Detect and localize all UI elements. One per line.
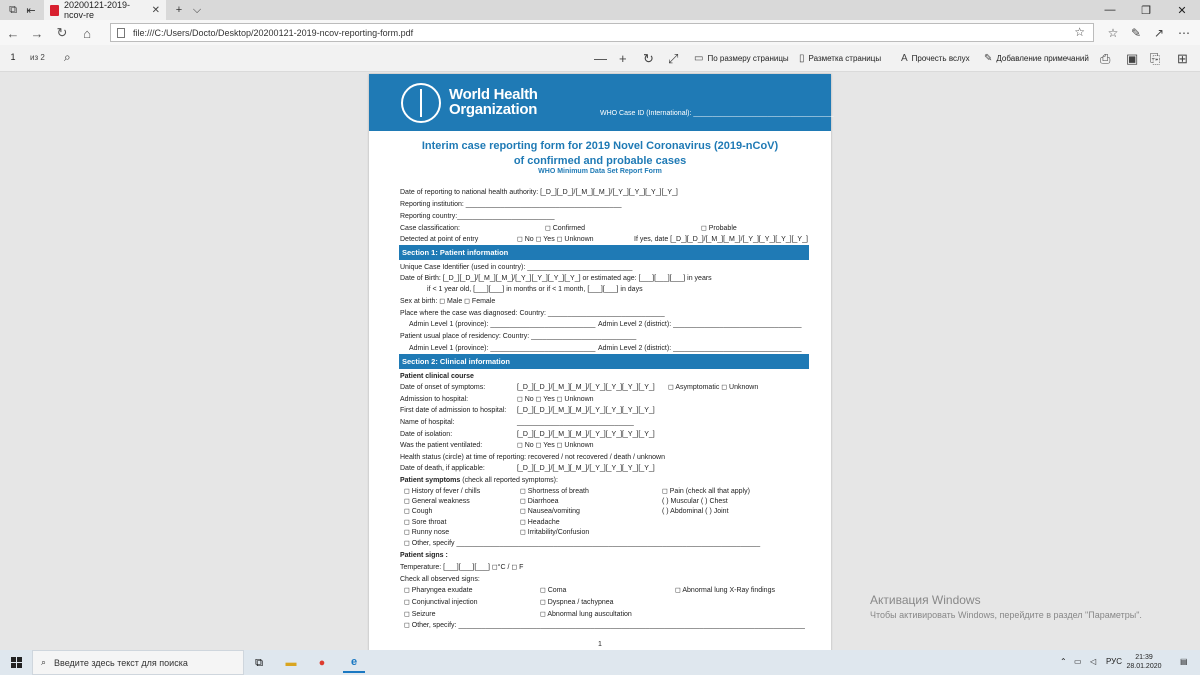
zoom-in-icon[interactable]: + [619, 51, 627, 66]
fit-page-button[interactable] [694, 53, 789, 64]
who-header [369, 74, 834, 131]
form-line: Admin Level 1 (province): ___________________________ [409, 345, 596, 352]
fit-page-label: По размеру страницы [707, 54, 789, 63]
tab-actions-icon[interactable]: ⧉ [9, 3, 17, 16]
windows-activation-watermark: Активация Windows Чтобы активировать Windows, перейдите в раздел "Параметры". [870, 593, 1142, 620]
form-line: ( ) Abdominal ( ) Joint [662, 508, 729, 515]
pin-icon[interactable]: ⊞ [1177, 51, 1188, 66]
form-line: Patient clinical course [400, 373, 474, 380]
form-line: ◻ Confirmed [545, 225, 586, 232]
url-text: file:///C:/Users/Docto/Desktop/20200121-2019-ncov-reporting-form.pdf [133, 27, 414, 38]
tab-close-button[interactable]: ✕ [151, 4, 160, 16]
fullscreen-icon[interactable]: ⤢ [668, 51, 679, 66]
form-line: Admin Level 2 (district): _________________________________ [598, 321, 802, 328]
form-line: ◻ No ◻ Yes ◻ Unknown [517, 396, 594, 403]
form-line: Date of onset of symptoms: [400, 384, 486, 391]
set-aside-tabs-icon[interactable]: ⇤ [26, 4, 36, 17]
form-line: ◻ No ◻ Yes ◻ Unknown [517, 236, 594, 243]
favorite-star-icon[interactable]: ☆ [1074, 25, 1085, 39]
start-button[interactable] [0, 650, 32, 675]
tab-title: 20200121-2019-ncov-re [64, 0, 131, 20]
url-field[interactable] [110, 23, 1094, 42]
volume-icon[interactable]: ◁ [1090, 657, 1097, 666]
who-emblem-icon [401, 83, 441, 123]
search-icon: ⌕ [41, 657, 47, 667]
form-line: ◻ General weakness [404, 498, 470, 505]
page-icon [117, 28, 125, 38]
form-line: ◻ Sore throat [404, 519, 447, 526]
form-subtitle: WHO Minimum Data Set Report Form [538, 168, 662, 175]
form-line: ◻ Dyspnea / tachypnea [540, 599, 614, 606]
form-line: [_D_][_D_]/[_M_][_M_]/[_Y_][_Y_][_Y_][_Y_] [517, 407, 655, 414]
rotate-icon[interactable]: ↻ [643, 51, 654, 66]
form-line: Health status (circle) at time of reporting: recovered / not recovered / death / unknown [400, 454, 665, 461]
page-layout-icon: ▯ [799, 53, 805, 64]
task-view-icon[interactable]: ⧉ [255, 656, 263, 669]
form-line: Patient signs : [400, 552, 448, 559]
form-line: Check all observed signs: [400, 576, 480, 583]
form-line: [_D_][_D_]/[_M_][_M_]/[_Y_][_Y_][_Y_][_Y_] [517, 465, 655, 472]
form-line: [_D_][_D_]/[_M_][_M_]/[_Y_][_Y_][_Y_][_Y_] [517, 384, 655, 391]
form-line: ◻ No ◻ Yes ◻ Unknown [517, 442, 594, 449]
pen-icon: ✎ [984, 53, 993, 64]
print-icon[interactable]: ⎙ [1100, 51, 1111, 66]
pdf-page [369, 74, 834, 650]
form-line: ◻ Other, specify: _________________________________________________________________________________________ [404, 622, 805, 629]
clock[interactable]: 21:39 28.01.2020 [1126, 654, 1162, 670]
chrome-icon[interactable]: ● [318, 657, 326, 669]
form-line: Patient symptoms (check all reported symptoms): [400, 477, 558, 484]
title-bar [0, 0, 1200, 20]
form-line: Reporting institution: ________________________________________ [400, 201, 622, 208]
tab-pdf[interactable] [44, 0, 166, 20]
tab-preview-chevron-icon[interactable]: ⌵ [192, 3, 202, 16]
form-line: ◻ History of fever / chills [404, 488, 481, 495]
case-id-field: WHO Case ID (International): ____________________________________ [600, 110, 834, 117]
home-icon[interactable]: ⌂ [83, 25, 91, 41]
form-line: Admin Level 1 (province): ___________________________ [409, 321, 596, 328]
save-as-icon[interactable]: ⎘ [1150, 51, 1161, 66]
search-icon[interactable]: ⌕ [64, 50, 71, 64]
form-line: Date of death, if applicable: [400, 465, 485, 472]
page-layout-label: Разметка страницы [808, 54, 882, 63]
form-line: ◻ Shortness of breath [520, 488, 589, 495]
read-aloud-icon: A [901, 53, 908, 64]
reading-list-icon[interactable]: ✎ [1130, 26, 1142, 40]
form-line: Temperature: [___][___][___] ◻°C / ◻ F [400, 564, 524, 571]
taskbar [0, 650, 1200, 675]
read-aloud-button[interactable] [901, 53, 970, 64]
network-icon[interactable]: ▭ [1074, 657, 1082, 666]
form-line: ◻ Seizure [404, 611, 436, 618]
page-layout-button[interactable] [799, 53, 881, 64]
form-line: ◻ Irritability/Confusion [520, 529, 590, 536]
form-line: ◻ Other, specify ______________________________________________________________________________ [404, 540, 761, 547]
page-count: из 2 [30, 53, 45, 62]
pdf-viewer[interactable] [0, 73, 1200, 650]
form-line: ◻ Probable [701, 225, 737, 232]
minimize-button[interactable]: — [1104, 4, 1116, 16]
read-aloud-label: Прочесть вслух [911, 54, 970, 63]
form-line: Date of reporting to national health authority: [_D_][_D_]/[_M_][_M_]/[_Y_][_Y_][_Y_][_Y_] [400, 189, 678, 196]
page-number-footer: 1 [598, 641, 602, 648]
form-line: ◻ Runny nose [404, 529, 450, 536]
form-line: ◻ Pharyngea exudate [404, 587, 473, 594]
org-name: World Health Organization [449, 86, 538, 118]
form-line: if < 1 year old, [___][___] in months or if < 1 month, [___][___] in days [427, 286, 643, 293]
form-line: Case classification: [400, 225, 460, 232]
form-line: ( ) Muscular ( ) Chest [662, 498, 728, 505]
forward-icon[interactable]: → [30, 25, 44, 41]
form-line: ◻ Diarrhoea [520, 498, 559, 505]
form-line: Was the patient ventilated: [400, 442, 483, 449]
file-explorer-icon[interactable]: ▬ [285, 657, 297, 669]
form-title: Interim case reporting form for 2019 Novel Coronavirus (2019-nCoV) [421, 140, 779, 152]
new-tab-button[interactable]: + [175, 4, 183, 16]
form-line: ◻ Conjunctival injection [404, 599, 478, 606]
form-line: Detected at point of entry [400, 236, 479, 243]
refresh-icon[interactable]: ↻ [56, 25, 68, 40]
close-button[interactable]: ✕ [1177, 4, 1187, 17]
add-notes-button[interactable] [984, 53, 1089, 64]
edge-icon[interactable]: e [343, 653, 365, 673]
form-line: ______________________________ [517, 419, 634, 426]
fit-page-icon: ▭ [694, 53, 704, 64]
form-line: ◻ Abnormal lung auscultation [540, 611, 632, 618]
form-line: Date of Birth: [_D_][_D_]/[_M_][_M_]/[_Y_][_Y_][_Y_][_Y_] or estimated age: [___][___][___] in years [400, 275, 712, 282]
tray-chevron-icon[interactable]: ⌃ [1060, 657, 1067, 666]
section-header: Section 1: Patient information [399, 245, 809, 260]
form-line: Unique Case Identifier (used in country): ___________________________ [400, 264, 633, 271]
section-header: Section 2: Clinical information [399, 354, 809, 369]
zoom-out-icon[interactable]: — [594, 51, 607, 66]
form-line: First date of admission to hospital: [400, 407, 507, 414]
form-line: Sex at birth: ◻ Male ◻ Female [400, 298, 496, 305]
back-icon[interactable]: ← [6, 25, 20, 41]
form-line: ◻ Nausea/vomiting [520, 508, 580, 515]
search-placeholder: Введите здесь текст для поиска [54, 657, 188, 668]
more-menu-icon[interactable]: ⋯ [1178, 26, 1190, 40]
form-line: If yes, date [_D_][_D_]/[_M_][_M_]/[_Y_][_Y_][_Y_][_Y_] [634, 236, 808, 243]
form-line: Admission to hospital: [400, 396, 469, 403]
favorites-icon[interactable]: ☆ [1107, 26, 1119, 40]
form-line: Patient usual place of residency: Country: ___________________________ [400, 333, 637, 340]
form-title-line2: of confirmed and probable cases [513, 155, 687, 167]
form-line: ◻ Asymptomatic ◻ Unknown [668, 384, 759, 391]
language-indicator[interactable]: РУС [1106, 657, 1123, 666]
form-line: Reporting country:_________________________ [400, 213, 555, 220]
notifications-icon[interactable]: ▤ [1180, 657, 1188, 666]
form-line: ◻ Abnormal lung X-Ray findings [675, 587, 775, 594]
form-line: Admin Level 2 (district): _________________________________ [598, 345, 802, 352]
add-notes-label: Добавление примечаний [996, 54, 1089, 63]
pdf-icon [50, 5, 59, 16]
form-line: ◻ Pain (check all that apply) [662, 488, 750, 495]
taskbar-search[interactable] [32, 650, 244, 675]
form-line: Place where the case was diagnosed: Country: ______________________________ [400, 310, 665, 317]
form-line: ◻ Headache [520, 519, 560, 526]
form-line: ◻ Cough [404, 508, 433, 515]
form-line: Name of hospital: [400, 419, 455, 426]
windows-logo-icon [11, 657, 22, 668]
address-bar [0, 20, 1200, 45]
maximize-button[interactable]: ❐ [1141, 4, 1151, 17]
form-line: [_D_][_D_]/[_M_][_M_]/[_Y_][_Y_][_Y_][_Y_] [517, 431, 655, 438]
page-number-input[interactable]: 1 [10, 52, 16, 62]
form-line: ◻ Coma [540, 587, 567, 594]
save-icon[interactable]: ▣ [1126, 51, 1139, 66]
form-line: Date of isolation: [400, 431, 453, 438]
pdf-toolbar [0, 45, 1200, 72]
share-icon[interactable]: ↗ [1153, 26, 1165, 40]
